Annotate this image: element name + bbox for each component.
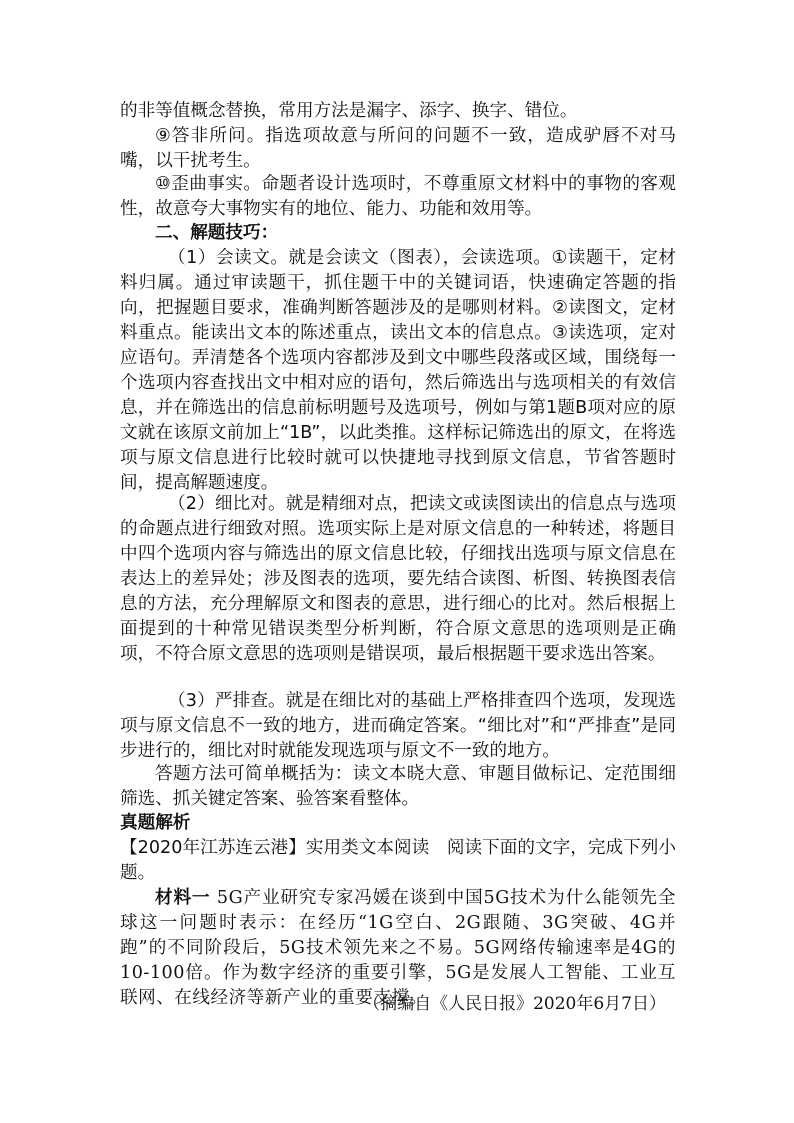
section-heading-examples: 真题解析 — [120, 813, 191, 833]
section-heading-techniques: 二、解题技巧： — [155, 223, 279, 243]
paragraph-compare: （2）细比对。就是精细对点，把读文或读图读出的信息点与选项的命题点进行细致对照。选项实际上是对原文信息的一种转述，将题目中四个选项内容与筛选出的原文信息比较，仔细找出选项与原文信息在表达上的差异处；涉及图表的选项，要先结合读图、析图、转换图表信息的方法，充分理解原文和图表的意思，进行细心的比对。然后根据上面提到的十种常见错误类型分析判断，符合原文意思的选项则是正确项，不符合原文意思的选项则是错误项，最后根据题干要求选出答案。 — [120, 494, 676, 664]
paragraph-check: （3）严排查。就是在细比对的基础上严格排查四个选项，发现选项与原文信息不一致的地方，进而确定答案。“细比对”和“严排查”是同步进行的，细比对时就能发现选项与原文不一致的地方。 — [120, 691, 676, 761]
paragraph-item-10: ⑩歪曲事实。命题者设计选项时，不尊重原文材料中的事物的客观性，故意夸大事物实有的地位、能力、功能和效用等。 — [120, 174, 676, 219]
paragraph-item-9: ⑨答非所问。指选项故意与所问的问题不一致，造成驴唇不对马嘴，以干扰考生。 — [120, 126, 676, 171]
paragraph-summary: 答题方法可简单概括为：读文本晓大意、审题目做标记、定范围细筛选、抓关键定答案、验答案看整体。 — [120, 764, 676, 809]
source-citation: （摘编自《人民日报》2020年6月7日） — [363, 994, 666, 1014]
paragraph-read-text: （1）会读文。就是会读文（图表），会读选项。①读题干，定材料归属。通过审读题干，抓住题干中的关键词语，快速确定答题的指向，把握题目要求，准确判断答题涉及的是哪则材料。②读图文，定材料重点。能读出文本的陈述重点，读出文本的信息点。③读选项，定对应语句。弄清楚各个选项内容都涉及到文中哪些段落或区域，围绕每一个选项内容查找出文中相对应的语句，然后筛选出与选项相关的有效信息，并在筛选出的信息前标明题号及选项号，例如与第1题B项对应的原文就在该原文前加上“1B”，以此类推。这样标记筛选出的原文，在将选项与原文信息进行比较时就可以快捷地寻找到原文信息，节省答题时间，提高解题速度。 — [120, 248, 676, 493]
material-one-label: 材料一 — [155, 887, 211, 908]
material-one-text: 5G产业研究专家冯媛在谈到中国5G技术为什么能领先全球这一问题时表示：在经历“1G空白、2G跟随、3G突破、4G并跑”的不同阶段后，5G技术领先来之不易。5G网络传输速率是4G的10-100倍。作为数字经济的重要引擎，5G是发展人工智能、工业互联网、在线经济等新产业的重要支撑。 — [120, 888, 676, 1008]
question-intro: 【2020年江苏连云港】实用类文本阅读 阅读下面的文字，完成下列小题。 — [120, 838, 676, 883]
paragraph-continuation: 的非等值概念替换，常用方法是漏字、添字、换字、错位。 — [120, 101, 578, 121]
